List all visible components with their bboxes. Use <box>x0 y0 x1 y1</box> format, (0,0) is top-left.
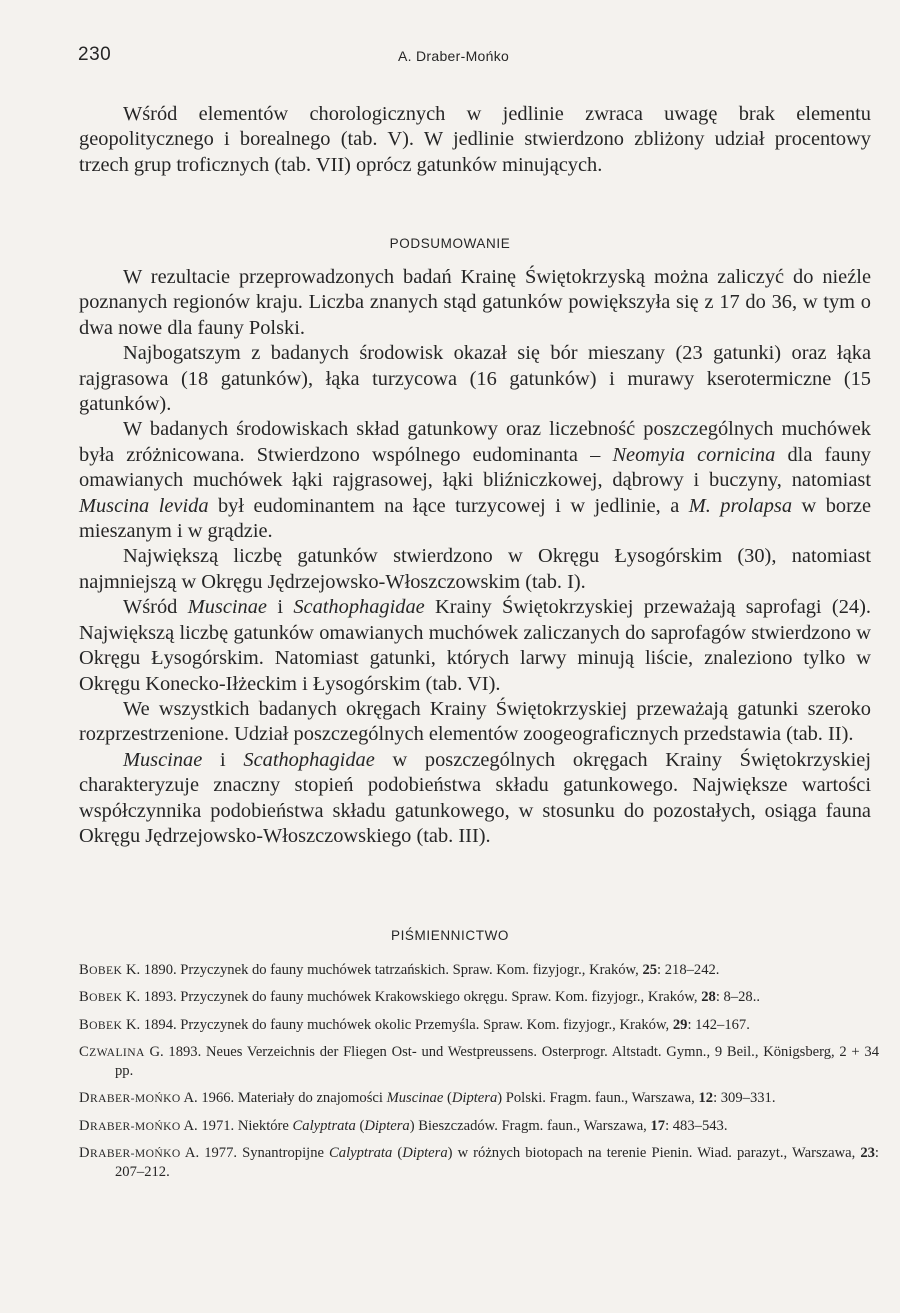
reference-item: DRABER-MOŃKO A. 1971. Niektóre Calyptrata (Diptera) Bieszczadów. Fragm. faun., Warszawa, 17: 483–543. <box>79 1117 728 1134</box>
page-header <box>78 44 878 74</box>
running-head: A. Draber-Mońko <box>398 48 510 64</box>
summary-paragraph-2: Najbogatszym z badanych środowisk okazał się bór mieszany (23 gatunki) oraz łąka rajgrasowa (18 gatunków), łąka turzycowa (16 gatunków) i murawy kserotermiczne (15 gatunków). <box>79 342 871 416</box>
reference-author: DRABER-MOŃKO <box>79 1117 181 1134</box>
species-name: Muscina levida <box>79 494 209 517</box>
reference-author: BOBEK <box>79 989 123 1006</box>
reference-author: BOBEK <box>79 962 123 978</box>
references-list <box>79 961 879 1191</box>
taxon-name: Muscinae <box>123 748 203 771</box>
taxon-name: Muscinae <box>187 596 267 619</box>
summary-paragraph-1: W rezultacie przeprowadzonych badań Krainę Świętokrzyską można zaliczyć do nieźle poznanych regionów kraju. Liczba znanych stąd gatunków powiększyła się z 17 do 36, w tym o dwa nowe dla fauny Polski. <box>79 266 871 339</box>
intro-paragraph: Wśród elementów chorologicznych w jedlinie zwraca uwagę brak elementu geopolitycznego i borealnego (tab. V). W jedlinie stwierdzono zbliżony udział procentowy trzech grup troficznych (tab. VII) oprócz gatunków minujących. <box>79 103 871 176</box>
summary-paragraph-5: Wśród Muscinae i Scathophagidae Krainy Świętokrzyskiej przeważają saprofagi (24). Największą liczbę gatunków omawianych muchówek zaliczanych do saprofagów stwierdzono w Okręgu Łysogórskim. Natomiast gatunki, których larwy minują liście, znaleziono tylko w Okręgu Konecko-Iłżeckim i Łysogórskim (tab. VI). <box>79 596 871 695</box>
page-number: 230 <box>78 44 112 65</box>
intro-block <box>79 102 871 178</box>
taxon-name: Scathophagidae <box>293 596 425 619</box>
species-name: Neomyia cornicina <box>612 443 776 466</box>
summary-paragraph-6: We wszystkich badanych okręgach Krainy Świętokrzyskiej przeważają gatunki szeroko rozprzestrzenione. Udział poszczególnych elementów zoogeograficznych przedstawia (tab. II). <box>79 697 871 746</box>
reference-author: DRABER-MOŃKO <box>79 1145 181 1162</box>
reference-item: CZWALINA G. 1893. Neues Verzeichnis der Fliegen Ost- und Westpreussens. Osterprogr. Altstadt. Gymn., 9 Beil., Königsberg, 2 + 34 pp. <box>79 1043 879 1080</box>
reference-author: BOBEK <box>79 1016 123 1033</box>
summary-paragraph-3: W badanych środowiskach skład gatunkowy oraz liczebność poszczególnych muchówek była zróżnicowana. Stwierdzono wspólnego eudominanta – Neomyia cornicina dla fauny omawianych muchówek łąki rajgrasowej, łąki bliźniczkowej, dąbrowy i buczyny, natomiast Muscina levida był eudominantem na łące turzycowej i w jedlinie, a M. prolapsa w borze mieszanym i w grądzie. <box>79 418 872 543</box>
reference-author: CZWALINA <box>79 1043 145 1060</box>
summary-paragraph-4: Największą liczbę gatunków stwierdzono w Okręgu Łysogórskim (30), natomiast najmniejszą w Okręgu Jędrzejowsko-Włoszczowskim (tab. I). <box>79 545 871 593</box>
reference-author: DRABER-MOŃKO <box>79 1090 181 1107</box>
reference-item: BOBEK K. 1893. Przyczynek do fauny muchówek Krakowskiego okręgu. Spraw. Kom. fizyjogr., Kraków, 28: 8–28.. <box>79 989 760 1006</box>
summary-title: PODSUMOWANIE <box>389 236 511 251</box>
summary-paragraph-7: Muscinae i Scathophagidae w poszczególnych okręgach Krainy Świętokrzyskiej charakteryzuje znaczny stopień podobieństwa składu gatunkowego. Największe wartości współczynnika podobieństwa składu gatunkowego, w stosunku do pozostałych, osiąga fauna Okręgu Jędrzejowsko-Włoszczowskiego (tab. III). <box>79 748 871 847</box>
reference-item: DRABER-MOŃKO A. 1977. Synantropijne Calyptrata (Diptera) w różnych biotopach na terenie Pienin. Wiad. parazyt., Warszawa, 23: 207–212. <box>79 1145 879 1181</box>
taxon-name: Scathophagidae <box>243 748 375 771</box>
reference-item: BOBEK K. 1894. Przyczynek do fauny muchówek okolic Przemyśla. Spraw. Kom. fizyjogr., Kraków, 29: 142–167. <box>79 1016 750 1033</box>
references-title: PIŚMIENNICTWO <box>390 928 510 943</box>
species-name: M. prolapsa <box>688 494 793 517</box>
summary-section <box>79 265 871 849</box>
reference-item: BOBEK K. 1890. Przyczynek do fauny muchówek tatrzańskich. Spraw. Kom. fizyjogr., Kraków, 25: 218–242. <box>79 962 720 978</box>
reference-item: DRABER-MOŃKO A. 1966. Materiały do znajomości Muscinae (Diptera) Polski. Fragm. faun., Warszawa, 12: 309–331. <box>79 1090 776 1107</box>
